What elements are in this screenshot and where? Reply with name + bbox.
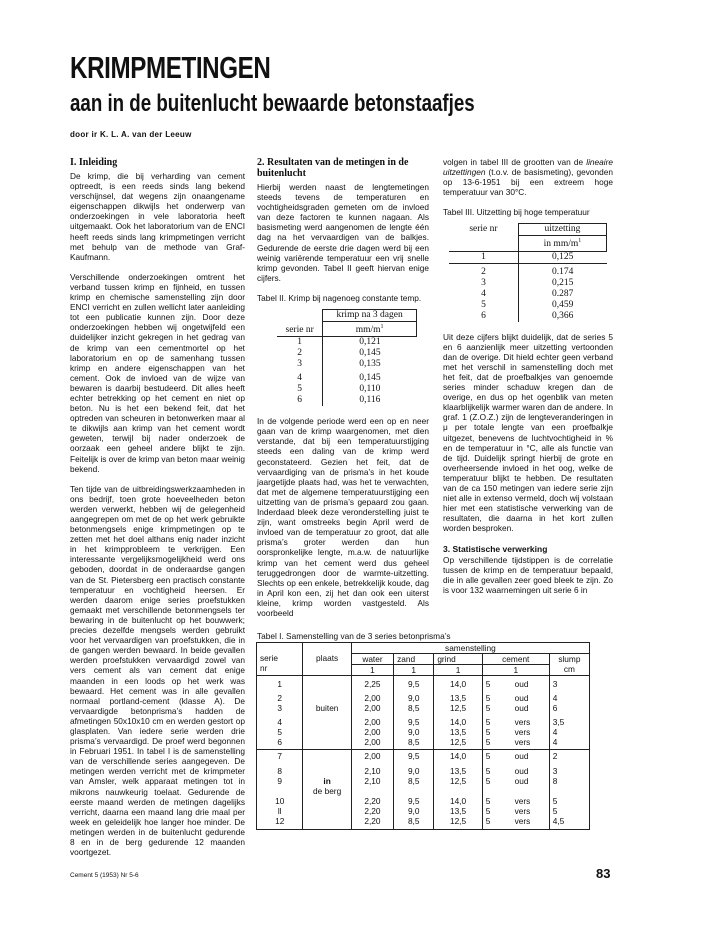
column-2 xyxy=(257,157,429,628)
table-row: 9 in de berg 2,10 8,5 12,5 5 oud 8 xyxy=(257,776,590,796)
table-3-serie-col: 2 3 4 5 6 xyxy=(449,263,518,322)
paragraph: Hierbij werden naast de lengtemetingen steeds tevens de temperaturen en vochtigheidsgraden gemeten om de invloed van deze factoren te kunnen nagaan. Als basismeting werd aangenomen de lengte één dag na het vervaardigen van de balkjes. Gedurende de eerste drie dagen werd bij een weinig variërende temperatuur een vrij snelle krimp gevonden. Tabel II geeft hiervan enige cijfers. xyxy=(257,182,429,283)
paragraph: Ten tijde van de uitbreidingswerkzaamheden in ons bedrijf, toen grote hoeveelheden beton werden verwerkt, hebben wij de gelegenheid aangegrepen om met de op het werk gebruikte betonmengsels enige krimpmetingen op te zetten met het doel althans enig nader inzicht in het krimpprobleem te verkrijgen. Een interessante vergelijksmogelijkheid werd ons geboden, doordat in de onderaardse gangen van de St. Pietersberg een practisch constante temperatuur en vochtigheid heersen. Er werden daarom enige series proefstukken gemaakt met verschillende betonmengsels ter bewaring in de buitenlucht op het bouwwerk; precies dezelfde mengsels werden gebruikt voor het vervaardigen van proefstukken, die in de gangen werden bewaard. In beide gevallen werden proefstukken vervaardigd zowel van vers cement als van cement dat enige maanden in een loods op het werk was bewaard. Het cement was in alle gevallen normaal portland-cement (klasse A). De vervaardigde betonprisma’s hadden de afmetingen 50x10x10 cm en werden gestort op glasplaten. Van iedere serie werden drie prisma’s vervaardigd. De proef werd begonnen in Februari 1951. In tabel I is de samenstelling van de verschillende series aangegeven. De metingen werden verricht met de krimpmeter van Amsler, welk apparaat metingen tot in mikrons nauwkeurig toelaat. Gedurende de eerste maand werden de metingen dagelijks verricht, daarna een maand lang drie maal per week en geleidelijk hoe langer hoe minder. De metingen werden in de buitenlucht gedurende 8 en in de berg gedurende 12 maanden voortgezet. xyxy=(70,483,245,858)
table-row: 2 2,00 9,0 13,5 5 oud 4 xyxy=(257,689,590,703)
table-3-serie-header: serie nr xyxy=(449,224,518,251)
paragraph: Uit deze cijfers blijkt duidelijk, dat de series 5 en 6 aanzienlijk meer uitzetting vertoonden dan de overige. Dit hield echter geen verband met het verschil in samenstelling doch met het feit, dat de proefbalkjes van genoemde series minder schaduw kregen dan de overige, en dus op het ogenblik van meten klaarblijkelijk warmer waren dan de andere. In graf. 1 (Z.O.Z.) zijn de lengteveranderingen in μ per totale lengte van een proefbalkje uitgezet, benevens de luchtvochtigheid in % en de temperatuur in °C, alle als functie van de tijd. Duidelijk springt hierbij de grote en overheersende invloed in het oog, welke de temperatuur blijkt te hebben. De resultaten van de ca 150 metingen van iedere serie zijn niet alle in extenso vermeld, doch wij volstaan hier met een statistische verwerking van de resultaten, die daarna in het kort zullen worden besproken. xyxy=(443,331,613,534)
table-1-water-header: water xyxy=(351,654,393,665)
table-1-ratio-grind: 1 xyxy=(434,665,482,676)
table-row: ll 2,20 9,0 13,5 5 vers 5 xyxy=(257,806,590,816)
table-1-caption: Tabel I. Samenstelling van de 3 series betonprisma’s xyxy=(257,631,451,641)
table-2 xyxy=(277,309,417,406)
paragraph: De krimp, die bij verharding van cement optreedt, is een reeds sinds lang bekend verschijnsel, dat wegens zijn onaangename eigenschappen dikwijls het onderwerp van onderzoekingen in vele laboratoria heeft uitgemaakt. Ook het laboratorium van de ENCI heeft reeds sinds lang krimpmetingen verricht met behulp van de methode van Graf-Kaufmann. xyxy=(70,171,245,262)
table-1-ratio-zand: 1 xyxy=(394,665,434,676)
column-3 xyxy=(443,157,613,605)
table-1-plaats-berg: in de berg xyxy=(303,776,351,796)
author-line: door ir K. L. A. van der Leeuw xyxy=(70,130,192,139)
table-1-cement-header: cement xyxy=(482,654,549,665)
table-row: 3 buiten 2,00 8,5 12,5 5 oud 6 xyxy=(257,703,590,713)
table-1-zand-header: zand xyxy=(394,654,434,665)
section-heading-statistische-verwerking: 3. Statistische verwerking xyxy=(443,543,548,554)
table-row: 1 2,25 9,5 14,0 5 oud 3 xyxy=(257,676,590,690)
table-3-row-1-serie: 1 xyxy=(449,251,518,263)
paragraph: Verschillende onderzoekingen omtrent het verband tussen krimp en fijnheid, en tussen krimp en chemische samenstelling zijn door ENCI verricht en zullen wellicht later aanleiding tot een publicatie kunnen zijn. Door deze onderzoekingen hebben wij ongetwijfeld een duidelijker inzicht gekregen in het gedrag van de krimp van een cementmortel op het laboratorium en op de samenhang tussen krimp en andere eigenschappen van het cement. Ook de invloed van de wijze van bewaren is daarbij bestudeerd. Dit alles heeft echter betrekking op het cement en niet op beton. Nu is het een bekend feit, dat het optreden van scheuren in betonwerken maar al te dikwijls aan krimp van het cement wordt geweten, terwijl bij nader onderzoek de oorzaak een geheel andere blijkt te zijn. Feitelijk is over de krimp van beton maar weinig bekend. xyxy=(70,271,245,474)
table-1-slump-header: slump cm xyxy=(549,654,589,676)
table-row: 5 2,00 9,0 13,5 5 vers 4 xyxy=(257,727,590,737)
table-2-krimp-header: krimp na 3 dagen xyxy=(323,310,417,322)
table-2-serie-header: serie nr xyxy=(277,310,323,337)
page-number: 83 xyxy=(596,866,611,881)
table-1-serie-header: serie nr xyxy=(257,643,303,676)
table-row: 12 2,20 8,5 12,5 5 vers 4,5 xyxy=(257,816,590,830)
table-1-grind-header: grind xyxy=(434,654,482,665)
table-row: 8 2,10 9,0 13,5 5 oud 3 xyxy=(257,761,590,776)
journal-reference: Cement 5 (1953) Nr 5-6 xyxy=(70,872,139,879)
paragraph: Op verschillende tijdstippen is de correlatie tussen de krimp en de temperatuur bepaald, die in alle gevallen zeer goed bleek te zijn. Zo is voor 132 waarnemingen uit serie 6 in xyxy=(443,554,613,595)
table-3 xyxy=(449,223,607,321)
column-1 xyxy=(70,157,245,867)
table-1-ratio-cement: 1 xyxy=(482,665,549,676)
paragraph: In de volgende periode werd een op en neer gaan van de krimp waargenomen, met dien verstande, dat bij een temperatuurstijging steeds een daling van de krimp werd geconstateerd. Gezien het feit, dat de vervaardiging van de prisma’s in het koude jaargetijde plaats had, was het te verwachten, dat met de algemene temperatuurstijging een uitzetting van de prisma’s gepaard zou gaan. Inderdaad bleek deze veronderstelling juist te zijn, want omstreeks begin April werd de invloed van de temperatuur zo groot, dat alle prisma’s groter werden dan hun oorspronkelijke lengte, m.a.w. de natuurlijke krimp van het cement werd dus geheel teruggedrongen door de warmte-uitzetting. Slechts op een enkele, betrekkelijk koude, dag in April kon een, zij het dan ook een uiterst kleine, krimp worden vastgesteld. Als voorbeeld xyxy=(257,416,429,618)
table-3-value-col: 0.174 0,215 0.287 0,459 0,366 xyxy=(518,263,606,322)
table-row: 7 2,00 9,5 14,0 5 oud 2 xyxy=(257,750,590,762)
table-3-unit: in $mm/m^1$ xyxy=(518,236,606,251)
table-row: 10 2,20 9,5 14,0 5 vers 5 xyxy=(257,796,590,806)
table-1-plaats-buiten: buiten xyxy=(303,703,351,713)
table-1-samenstelling-header: samenstelling xyxy=(351,643,589,654)
paragraph: volgen in tabel III de grootten van de lineaire uitzettingen (t.o.v. de basismeting), gevonden op 13-6-1951 bij een extreem hoge temperatuur van 30°C. xyxy=(443,157,613,198)
table-row: 4 2,00 9,5 14,0 5 vers 3,5 xyxy=(257,713,590,727)
table-1-plaats-header: plaats xyxy=(303,643,351,676)
table-2-caption: Tabel II. Krimp bij nagenoeg constante temp. xyxy=(257,292,422,303)
article-title: KRIMPMETINGEN xyxy=(70,50,271,85)
table-3-row-1-val: 0,125 xyxy=(518,251,606,263)
table-1 xyxy=(256,642,590,830)
table-1-ratio-water: 1 xyxy=(351,665,393,676)
section-heading-resultaten: 2. Resultaten van de metingen in de buitenlucht xyxy=(257,157,409,179)
article-subtitle: aan in de buitenlucht bewaarde betonstaafjes xyxy=(70,90,475,117)
table-2-value-col: 0,121 0,145 0,135 0,145 0,110 0,116 xyxy=(323,337,417,407)
table-3-uitzetting-header: uitzetting xyxy=(518,224,606,236)
table-2-unit: $mm/m^1$ xyxy=(323,322,417,337)
table-row: 6 2,00 8,5 12,5 5 vers 4 xyxy=(257,737,590,750)
table-2-serie-col: 1 2 3 4 5 6 xyxy=(277,337,323,407)
section-heading-inleiding: I. Inleiding xyxy=(70,157,118,168)
table-3-caption: Tabel III. Uitzetting bij hoge temperatuur xyxy=(443,207,590,218)
